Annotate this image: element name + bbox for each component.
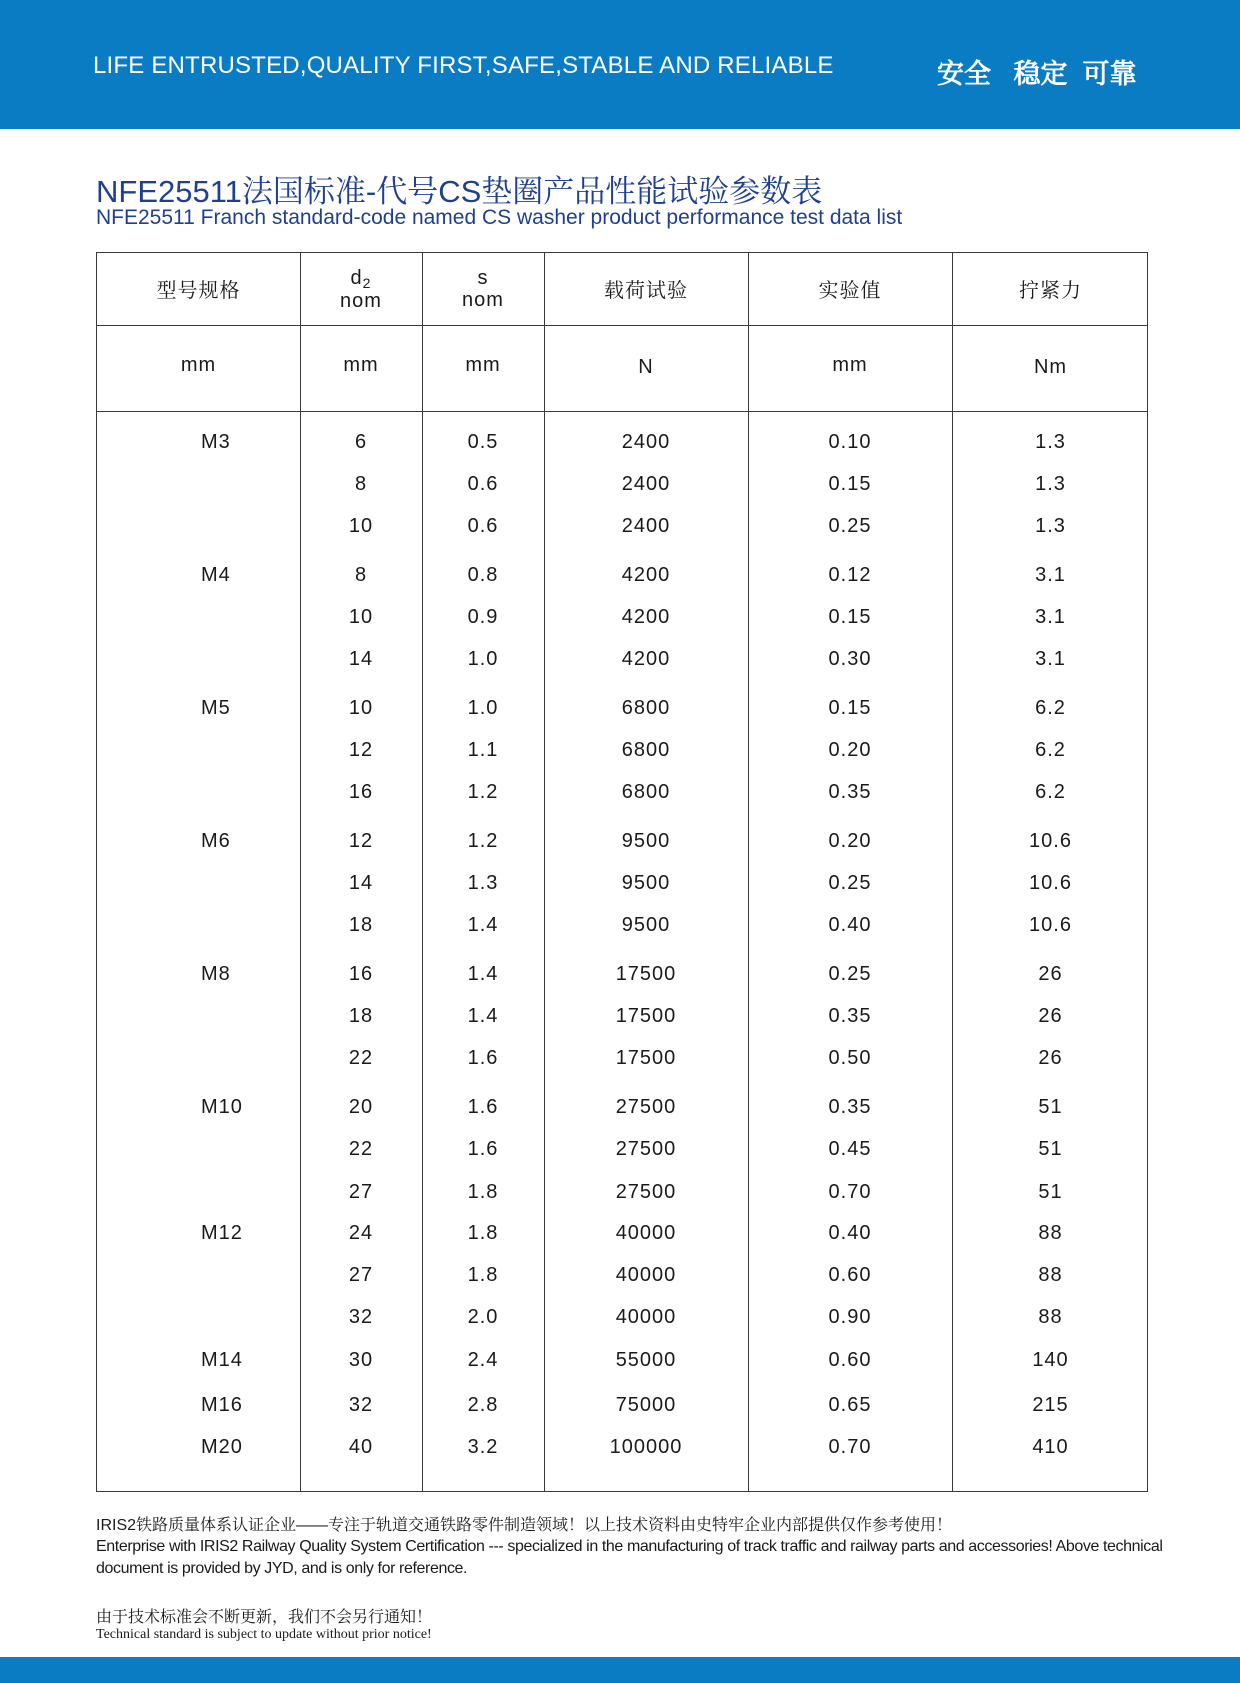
table-cell-test: 0.65 bbox=[828, 1394, 872, 1416]
table-cell-load: 2400 bbox=[621, 473, 671, 495]
table-cell-s: 1.0 bbox=[467, 648, 499, 670]
table-cell-torque: 6.2 bbox=[1035, 781, 1066, 803]
table-cell-d2: 16 bbox=[348, 963, 374, 985]
table-cell-s: 1.4 bbox=[467, 914, 499, 936]
update-notice-english: Technical standard is subject to update without prior notice! bbox=[96, 1627, 432, 1642]
table-cell-load: 17500 bbox=[615, 963, 677, 985]
table-cell-spec: M14 bbox=[201, 1349, 243, 1371]
table-cell-d2: 14 bbox=[348, 648, 374, 670]
table-cell-load: 9500 bbox=[621, 914, 671, 936]
table-cell-load: 9500 bbox=[621, 872, 671, 894]
table-cell-spec: M6 bbox=[201, 830, 231, 852]
table-cell-s: 1.2 bbox=[467, 781, 499, 803]
table-cell-load: 2400 bbox=[621, 431, 671, 453]
table-cell-s: 1.3 bbox=[467, 872, 499, 894]
table-cell-test: 0.35 bbox=[828, 1005, 872, 1027]
table-cell-torque: 51 bbox=[1038, 1181, 1063, 1203]
unit-torque: Nm bbox=[1033, 356, 1068, 378]
table-cell-s: 0.9 bbox=[467, 606, 499, 628]
table-cell-torque: 6.2 bbox=[1035, 739, 1066, 761]
table-cell-d2: 32 bbox=[348, 1394, 374, 1416]
table-cell-s: 1.8 bbox=[467, 1264, 499, 1286]
table-cell-d2: 22 bbox=[348, 1138, 374, 1160]
table-cell-s: 1.1 bbox=[467, 739, 499, 761]
table-cell-test: 0.20 bbox=[828, 739, 872, 761]
table-cell-torque: 1.3 bbox=[1035, 515, 1066, 537]
table-cell-s: 1.0 bbox=[467, 697, 499, 719]
table-cell-d2: 40 bbox=[348, 1436, 374, 1458]
table-cell-torque: 10.6 bbox=[1029, 830, 1072, 852]
table-cell-d2: 27 bbox=[348, 1264, 374, 1286]
table-cell-d2: 30 bbox=[348, 1349, 374, 1371]
table-cell-torque: 215 bbox=[1032, 1394, 1069, 1416]
table-cell-load: 6800 bbox=[621, 739, 671, 761]
table-cell-s: 1.6 bbox=[467, 1096, 499, 1118]
unit-d2: mm bbox=[343, 354, 379, 376]
table-cell-test: 0.40 bbox=[828, 914, 872, 936]
table-cell-torque: 26 bbox=[1038, 963, 1063, 985]
footer-band bbox=[0, 1657, 1240, 1683]
table-cell-d2: 6 bbox=[354, 431, 368, 453]
table-cell-d2: 24 bbox=[348, 1222, 374, 1244]
table-cell-s: 2.8 bbox=[467, 1394, 499, 1416]
table-cell-spec: M8 bbox=[201, 963, 231, 985]
table-cell-torque: 88 bbox=[1038, 1222, 1063, 1244]
table-cell-d2: 27 bbox=[348, 1181, 374, 1203]
table-cell-test: 0.10 bbox=[828, 431, 872, 453]
header-test-value: 实验值 bbox=[818, 280, 882, 302]
table-cell-s: 1.8 bbox=[467, 1222, 499, 1244]
table-cell-d2: 8 bbox=[354, 564, 368, 586]
table-cell-d2: 10 bbox=[348, 697, 374, 719]
table-cell-torque: 1.3 bbox=[1035, 431, 1066, 453]
header-band bbox=[0, 0, 1240, 129]
table-cell-spec: M16 bbox=[201, 1394, 243, 1416]
table-cell-s: 0.8 bbox=[467, 564, 499, 586]
units-divider bbox=[97, 411, 1147, 412]
table-cell-load: 4200 bbox=[621, 606, 671, 628]
table-cell-spec: M3 bbox=[201, 431, 231, 453]
header-s: s nom bbox=[462, 267, 504, 311]
table-cell-test: 0.45 bbox=[828, 1138, 872, 1160]
table-cell-s: 2.4 bbox=[467, 1349, 499, 1371]
table-cell-s: 2.0 bbox=[467, 1306, 499, 1328]
table-cell-s: 1.8 bbox=[467, 1181, 499, 1203]
slogan-chinese: 安全 稳定 可靠 bbox=[937, 59, 1137, 89]
table-cell-torque: 140 bbox=[1032, 1349, 1069, 1371]
slogan-english: LIFE ENTRUSTED,QUALITY FIRST,SAFE,STABLE AND RELIABLE bbox=[93, 52, 834, 79]
table-cell-spec: M10 bbox=[201, 1096, 243, 1118]
table-cell-load: 40000 bbox=[615, 1306, 677, 1328]
table-cell-torque: 26 bbox=[1038, 1047, 1063, 1069]
table-cell-load: 40000 bbox=[615, 1264, 677, 1286]
header-torque: 拧紧力 bbox=[1019, 280, 1082, 302]
table-cell-torque: 88 bbox=[1038, 1264, 1063, 1286]
table-cell-test: 0.60 bbox=[828, 1349, 872, 1371]
table-cell-test: 0.35 bbox=[828, 781, 872, 803]
table-cell-s: 0.6 bbox=[467, 473, 499, 495]
table-cell-test: 0.25 bbox=[828, 963, 872, 985]
table-cell-test: 0.35 bbox=[828, 1096, 872, 1118]
table-cell-test: 0.20 bbox=[828, 830, 872, 852]
table-cell-test: 0.70 bbox=[828, 1181, 872, 1203]
table-cell-test: 0.25 bbox=[828, 872, 872, 894]
table-cell-d2: 12 bbox=[348, 830, 374, 852]
table-cell-d2: 18 bbox=[348, 1005, 374, 1027]
page-title-chinese: NFE25511法国标准-代号CS垫圈产品性能试验参数表 bbox=[96, 174, 823, 209]
table-cell-s: 1.2 bbox=[467, 830, 499, 852]
header-d2: $d_2$ nom bbox=[340, 267, 382, 312]
table-cell-load: 75000 bbox=[615, 1394, 677, 1416]
table-cell-test: 0.15 bbox=[828, 473, 872, 495]
table-cell-load: 55000 bbox=[615, 1349, 677, 1371]
table-cell-test: 0.70 bbox=[828, 1436, 872, 1458]
table-cell-torque: 51 bbox=[1038, 1096, 1063, 1118]
table-cell-load: 9500 bbox=[621, 830, 671, 852]
table-cell-test: 0.15 bbox=[828, 697, 872, 719]
header-load: 载荷试验 bbox=[604, 280, 688, 302]
table-cell-d2: 10 bbox=[348, 606, 374, 628]
table-cell-d2: 32 bbox=[348, 1306, 374, 1328]
table-cell-torque: 88 bbox=[1038, 1306, 1063, 1328]
table-cell-s: 0.6 bbox=[467, 515, 499, 537]
table-cell-load: 17500 bbox=[615, 1005, 677, 1027]
page-title-english: NFE25511 Franch standard-code named CS washer product performance test data list bbox=[96, 206, 903, 229]
table-cell-d2: 18 bbox=[348, 914, 374, 936]
table-cell-torque: 3.1 bbox=[1035, 606, 1066, 628]
table-cell-spec: M5 bbox=[201, 697, 231, 719]
header-divider bbox=[97, 325, 1147, 326]
table-cell-torque: 6.2 bbox=[1035, 697, 1066, 719]
table-cell-torque: 410 bbox=[1032, 1436, 1069, 1458]
table-cell-load: 40000 bbox=[615, 1222, 677, 1244]
table-cell-test: 0.12 bbox=[828, 564, 872, 586]
table-cell-test: 0.30 bbox=[828, 648, 872, 670]
table-cell-torque: 3.1 bbox=[1035, 564, 1066, 586]
table-cell-load: 27500 bbox=[615, 1138, 677, 1160]
table-cell-test: 0.15 bbox=[828, 606, 872, 628]
unit-load: N bbox=[638, 356, 654, 378]
certification-note-chinese: IRIS2铁路质量体系认证企业——专注于轨道交通铁路零件制造领域！以上技术资料由史特牢企业内部提供仅作参考使用！ bbox=[96, 1517, 953, 1534]
table-cell-test: 0.90 bbox=[828, 1306, 872, 1328]
table-cell-load: 100000 bbox=[609, 1436, 683, 1458]
unit-test-value: mm bbox=[832, 354, 868, 376]
table-cell-spec: M12 bbox=[201, 1222, 243, 1244]
table-cell-load: 27500 bbox=[615, 1181, 677, 1203]
table-cell-load: 4200 bbox=[621, 648, 671, 670]
table-cell-d2: 12 bbox=[348, 739, 374, 761]
table-cell-load: 6800 bbox=[621, 697, 671, 719]
table-cell-d2: 14 bbox=[348, 872, 374, 894]
table-cell-load: 27500 bbox=[615, 1096, 677, 1118]
table-cell-load: 17500 bbox=[615, 1047, 677, 1069]
certification-note-english: Enterprise with IRIS2 Railway Quality System Certification --- specialized in the manufacturing of track traffic and railway parts and accessories! Above technical document is provided by JYD, and is only for reference. bbox=[96, 1538, 1163, 1577]
table-cell-load: 6800 bbox=[621, 781, 671, 803]
table-cell-torque: 10.6 bbox=[1029, 914, 1072, 936]
unit-spec: mm bbox=[180, 354, 217, 376]
table-cell-s: 1.6 bbox=[467, 1138, 499, 1160]
table-cell-s: 1.4 bbox=[467, 1005, 499, 1027]
table-cell-spec: M4 bbox=[201, 564, 231, 586]
table-cell-test: 0.60 bbox=[828, 1264, 872, 1286]
table-cell-d2: 16 bbox=[348, 781, 374, 803]
table-cell-s: 1.4 bbox=[467, 963, 499, 985]
table-cell-s: 1.6 bbox=[467, 1047, 499, 1069]
table-cell-torque: 10.6 bbox=[1029, 872, 1072, 894]
table-cell-d2: 8 bbox=[354, 473, 368, 495]
table-cell-d2: 22 bbox=[348, 1047, 374, 1069]
table-cell-d2: 20 bbox=[348, 1096, 374, 1118]
update-notice-chinese: 由于技术标准会不断更新，我们不会另行通知！ bbox=[96, 1609, 433, 1626]
data-table bbox=[96, 252, 1148, 1492]
table-cell-d2: 10 bbox=[348, 515, 374, 537]
table-cell-spec: M20 bbox=[201, 1436, 243, 1458]
table-cell-s: 3.2 bbox=[467, 1436, 499, 1458]
table-cell-torque: 1.3 bbox=[1035, 473, 1066, 495]
unit-s: mm bbox=[465, 354, 501, 376]
table-cell-s: 0.5 bbox=[467, 431, 499, 453]
table-cell-torque: 51 bbox=[1038, 1138, 1063, 1160]
table-cell-test: 0.50 bbox=[828, 1047, 872, 1069]
table-cell-test: 0.25 bbox=[828, 515, 872, 537]
table-cell-load: 4200 bbox=[621, 564, 671, 586]
table-cell-torque: 3.1 bbox=[1035, 648, 1066, 670]
table-cell-test: 0.40 bbox=[828, 1222, 872, 1244]
table-cell-torque: 26 bbox=[1038, 1005, 1063, 1027]
table-cell-load: 2400 bbox=[621, 515, 671, 537]
header-spec: 型号规格 bbox=[156, 280, 241, 302]
